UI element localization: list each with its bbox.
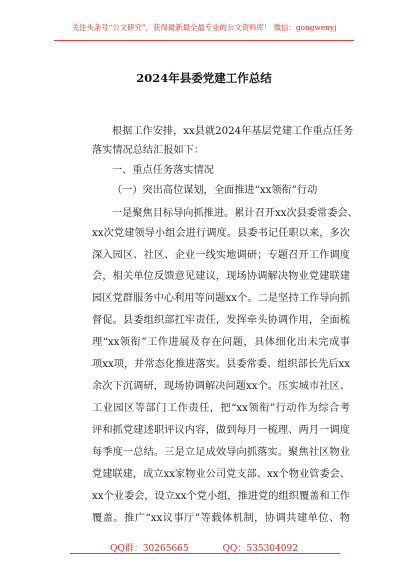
paragraph-line: 评和抓党建述职评议内容，做到每月一梳理、两月一调度	[92, 425, 350, 436]
paragraph-line: 每季度一总结。三是立足成效导向抓落实。聚焦社区物业	[92, 447, 350, 458]
paragraph-line: xx个业委会，设立xx个党小组，推进党的组织覆盖和工作	[92, 491, 350, 502]
paragraph-line: 深入园区、社区、企业一线实地调研；专题召开工作调度	[92, 250, 350, 261]
paragraph-line: 会，相关单位反馈意见建议，现场协调解决物业党建联建	[92, 271, 350, 282]
paragraph-line: 余次下沉调研，现场协调解决问题xx个。压实城市社区、	[92, 381, 350, 392]
paragraph-line: 覆盖。推广“xx议事厅”等载体机制，协调共建单位、物	[92, 513, 350, 524]
footer-divider	[70, 553, 340, 554]
paragraph-line: （一）突出高位谋划，全面推进“xx领衔”行动	[112, 185, 318, 196]
qq-contact-text: QQ：535304092	[222, 544, 298, 554]
paragraph-line: 园区党群服务中心利用等问题xx个。二是坚持工作导向抓	[92, 293, 350, 304]
paragraph-line: 项xx项，并常态化推进落实。县委常委、组织部长先后xx	[92, 359, 350, 370]
promo-header: 关注头条号“公文研究”，获得最新最全最专业的公文资料库！ 微信：gongwenyj	[71, 23, 337, 32]
paragraph-line: 督促。县委组织部扛牢责任，发挥牵头协调作用，全面梳	[92, 315, 350, 326]
paragraph-line: 一是聚焦目标导向抓推进。累计召开xx次县委常委会、	[112, 208, 358, 219]
page-title: 2024年县委党建工作总结	[136, 71, 272, 85]
paragraph-line: 根据工作安排，xx县就2024年基层党建工作重点任务	[112, 126, 354, 137]
qq-group-text: QQ群：30265665	[110, 544, 189, 554]
paragraph-line: 理“xx领衔”工作进展及存在问题，具体细化出未完成事	[92, 337, 350, 348]
paragraph-line: xx次党建领导小组会进行调度。县委书记任职以来，多次	[92, 228, 350, 239]
paragraph-line: 一、重点任务落实情况	[112, 165, 214, 176]
paragraph-line: 落实情况总结汇报如下：	[92, 145, 205, 156]
paragraph-line: 党建联建，成立xx家物业公司党支部、xx个物业管委会、	[92, 469, 350, 480]
paragraph-line: 工业园区等部门工作责任，把“xx领衔”行动作为综合考	[92, 403, 350, 414]
